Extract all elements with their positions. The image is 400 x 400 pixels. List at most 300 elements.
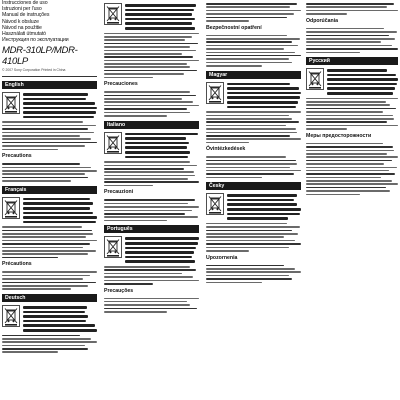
text-line	[23, 320, 86, 323]
text-line	[23, 111, 96, 114]
column-4	[306, 0, 398, 400]
body-paragraph	[2, 335, 97, 354]
crossed-out-bin-icon	[104, 236, 122, 258]
text-line	[2, 135, 80, 137]
document-title-block	[2, 0, 97, 43]
text-line	[206, 240, 295, 242]
text-line	[306, 125, 398, 127]
text-line	[125, 137, 186, 140]
text-line	[206, 111, 301, 113]
disposal-notice-text	[23, 305, 97, 332]
text-line	[206, 10, 301, 12]
title-line: Návod na použitie	[2, 24, 42, 31]
text-line	[306, 194, 360, 196]
text-line	[104, 77, 153, 79]
text-line	[23, 212, 93, 215]
body-paragraph	[306, 143, 398, 195]
text-line	[306, 180, 392, 182]
text-line	[125, 22, 192, 25]
disposal-notice	[206, 193, 301, 220]
text-line	[206, 20, 249, 22]
disposal-notice-text	[23, 92, 97, 119]
body-paragraph	[104, 161, 199, 186]
text-line	[2, 121, 83, 123]
text-line	[227, 101, 298, 104]
crossed-out-bin-icon	[104, 132, 122, 154]
text-line	[104, 304, 190, 306]
text-line	[104, 269, 196, 271]
text-line	[104, 43, 198, 45]
text-line	[2, 145, 85, 147]
disposal-notice-text	[227, 82, 301, 109]
text-line	[125, 151, 190, 154]
text-line	[104, 280, 199, 282]
text-line	[104, 73, 184, 75]
text-line	[206, 13, 294, 15]
text-line	[23, 198, 90, 201]
text-line	[306, 187, 386, 189]
body-paragraph	[2, 226, 97, 258]
text-line	[306, 104, 390, 106]
text-line	[206, 6, 290, 8]
text-line	[227, 194, 297, 197]
copyright-line: © 2007 Sony Corporation Printed in China	[2, 68, 66, 73]
text-line	[306, 115, 393, 117]
body-paragraph	[104, 91, 199, 116]
text-line	[2, 278, 83, 280]
text-line	[206, 65, 262, 67]
body-paragraph	[2, 271, 97, 290]
text-line	[306, 13, 347, 15]
text-line	[227, 208, 301, 211]
text-line	[306, 170, 389, 172]
text-line	[104, 98, 182, 100]
crossed-out-bin-icon	[2, 305, 20, 327]
text-line	[104, 203, 188, 205]
text-line	[23, 202, 93, 205]
text-line	[306, 10, 398, 12]
disposal-notice-text	[125, 3, 199, 30]
text-line	[306, 146, 393, 148]
text-line	[206, 278, 292, 280]
text-line	[306, 38, 395, 40]
section-subheading: Óvintézkedések	[206, 146, 246, 153]
text-line	[2, 132, 94, 134]
disposal-notice	[104, 132, 199, 159]
text-line	[125, 142, 189, 145]
text-line	[227, 96, 300, 99]
text-line	[206, 268, 295, 270]
text-line	[2, 257, 58, 259]
language-section-header: Magyar	[206, 71, 301, 79]
text-line	[2, 345, 85, 347]
section-subheading: Précautions	[2, 261, 32, 268]
language-section-header: English	[2, 81, 97, 89]
section-subheading: Precauzioni	[104, 189, 134, 196]
disposal-notice-text	[227, 193, 301, 220]
text-line	[327, 69, 387, 72]
text-line	[23, 306, 87, 309]
text-line	[23, 93, 88, 96]
text-line	[104, 53, 182, 55]
body-paragraph	[306, 28, 398, 53]
text-line	[306, 183, 398, 185]
disposal-notice-text	[23, 197, 97, 224]
text-line	[2, 142, 97, 144]
text-line	[104, 206, 199, 208]
text-line	[306, 118, 394, 120]
text-line	[206, 250, 249, 252]
body-paragraph	[2, 163, 97, 182]
text-line	[206, 160, 296, 162]
text-line	[206, 45, 298, 47]
text-line	[104, 33, 199, 35]
body-paragraph	[206, 3, 301, 22]
text-line	[2, 125, 96, 127]
disposal-notice	[2, 92, 97, 119]
text-line	[206, 125, 286, 127]
text-line	[23, 324, 95, 327]
text-line	[206, 170, 301, 172]
text-line	[306, 143, 383, 145]
text-line	[2, 285, 88, 287]
disposal-notice	[2, 305, 97, 332]
text-line	[2, 338, 91, 340]
text-line	[306, 177, 381, 179]
text-line	[2, 170, 97, 172]
text-line	[206, 167, 290, 169]
text-line	[125, 133, 198, 136]
text-line	[125, 4, 196, 7]
text-line	[206, 115, 289, 117]
text-line	[2, 275, 90, 277]
text-line	[2, 230, 92, 232]
text-line	[306, 156, 398, 158]
text-line	[23, 107, 97, 110]
text-line	[104, 60, 199, 62]
text-line	[306, 98, 398, 100]
body-paragraph	[104, 298, 199, 313]
text-line	[206, 52, 295, 54]
text-line	[2, 348, 88, 350]
text-line	[306, 190, 390, 192]
text-line	[125, 146, 187, 149]
text-line	[104, 213, 185, 215]
text-line	[206, 243, 301, 245]
body-paragraph	[306, 3, 398, 15]
text-line	[104, 266, 190, 268]
text-line	[125, 18, 195, 21]
text-line	[104, 216, 198, 218]
text-line	[306, 108, 396, 110]
text-line	[2, 335, 80, 337]
text-line	[125, 251, 194, 254]
text-line	[104, 185, 153, 187]
section-subheading: Bezpečnostní opatření	[206, 24, 262, 31]
text-line	[104, 115, 167, 117]
text-line	[104, 171, 194, 173]
text-line	[104, 95, 196, 97]
body-paragraph	[206, 35, 301, 67]
disposal-notice-text	[125, 236, 199, 263]
text-line	[104, 91, 190, 93]
section-subheading: Odporúčania	[306, 17, 338, 24]
body-paragraph	[206, 265, 301, 284]
text-line	[306, 35, 389, 37]
text-line	[206, 226, 300, 228]
text-line	[125, 247, 196, 250]
text-line	[23, 207, 90, 210]
text-line	[306, 111, 383, 113]
text-line	[2, 173, 85, 175]
language-section-header: Français	[2, 186, 97, 194]
text-line	[206, 138, 301, 140]
model-number: MDR-310LP/MDR-410LP	[2, 45, 78, 68]
text-line	[2, 341, 97, 343]
text-line	[23, 329, 97, 332]
section-subheading: Upozornenia	[206, 254, 238, 261]
column-1-content	[2, 81, 97, 353]
crossed-out-bin-icon	[206, 193, 224, 215]
text-line	[104, 63, 187, 65]
text-line	[206, 121, 299, 123]
language-section-header: Česky	[206, 182, 301, 190]
text-line	[23, 116, 94, 119]
text-line	[327, 87, 395, 90]
text-line	[23, 311, 85, 314]
text-line	[206, 247, 289, 249]
text-line	[2, 282, 96, 284]
text-line	[104, 298, 199, 300]
text-line	[104, 210, 192, 212]
text-line	[206, 282, 262, 284]
text-line	[206, 230, 292, 232]
text-line	[104, 276, 193, 278]
text-line	[206, 41, 292, 43]
text-line	[206, 173, 294, 175]
text-line	[206, 271, 301, 273]
crossed-out-bin-icon	[206, 82, 224, 104]
header-divider	[2, 76, 97, 77]
column-3-content	[206, 3, 301, 283]
text-line	[104, 112, 190, 114]
body-paragraph	[206, 111, 301, 143]
text-line	[306, 153, 387, 155]
text-line	[227, 106, 296, 109]
text-line	[125, 156, 188, 159]
text-line	[23, 216, 97, 219]
text-line	[206, 275, 289, 277]
text-line	[125, 242, 198, 245]
text-line	[2, 288, 71, 290]
text-line	[306, 3, 394, 5]
text-line	[104, 181, 199, 183]
text-line	[306, 101, 386, 103]
column-2	[104, 0, 199, 400]
column-1	[2, 0, 97, 400]
text-line	[125, 27, 195, 30]
text-line	[2, 167, 91, 169]
text-line	[104, 178, 188, 180]
text-line	[2, 149, 58, 151]
title-line: Használati útmutató	[2, 31, 46, 38]
disposal-notice	[104, 236, 199, 263]
text-line	[104, 36, 192, 38]
text-line	[227, 199, 294, 202]
text-line	[104, 39, 185, 41]
text-line	[2, 236, 86, 238]
text-line	[206, 118, 292, 120]
text-line	[23, 315, 88, 318]
text-line	[104, 165, 197, 167]
text-line	[306, 173, 395, 175]
section-subheading: Precauciones	[104, 81, 138, 88]
text-line	[306, 128, 347, 130]
text-line	[2, 138, 91, 140]
text-line	[327, 92, 393, 95]
text-line	[206, 38, 300, 40]
crossed-out-bin-icon	[306, 68, 324, 90]
text-line	[104, 175, 195, 177]
text-line	[104, 108, 187, 110]
text-line	[306, 31, 397, 33]
body-paragraph	[206, 156, 301, 178]
text-line	[327, 83, 397, 86]
text-line	[2, 226, 82, 228]
text-line	[125, 260, 195, 263]
text-line	[206, 163, 297, 165]
language-section-header: Deutsch	[2, 294, 97, 302]
text-line	[306, 167, 397, 169]
text-line	[2, 177, 88, 179]
text-line	[2, 243, 90, 245]
section-subheading: Precautions	[2, 153, 32, 160]
text-line	[2, 271, 97, 273]
text-line	[227, 87, 299, 90]
text-line	[327, 78, 398, 81]
text-line	[227, 92, 301, 95]
text-line	[206, 132, 297, 134]
text-line	[125, 9, 194, 12]
title-line: Manual de instruções	[2, 12, 50, 19]
title-line: Istruzioni per l'uso	[2, 6, 42, 13]
text-line	[104, 311, 167, 313]
text-line	[306, 45, 392, 47]
crossed-out-bin-icon	[2, 92, 20, 114]
text-line	[2, 250, 96, 252]
section-subheading: Меры предосторожности	[306, 132, 372, 139]
text-line	[2, 180, 71, 182]
text-line	[206, 236, 284, 238]
text-line	[104, 105, 199, 107]
text-line	[125, 13, 192, 16]
text-line	[104, 56, 193, 58]
language-section-header: Português	[104, 225, 199, 233]
text-line	[227, 217, 288, 220]
text-line	[306, 28, 384, 30]
text-line	[206, 35, 287, 37]
text-line	[2, 253, 88, 255]
crossed-out-bin-icon	[2, 197, 20, 219]
text-line	[104, 220, 167, 222]
text-line	[104, 308, 197, 310]
title-line: Инструкция по эксплуатации	[2, 37, 69, 44]
text-line	[306, 163, 384, 165]
text-line	[2, 351, 58, 353]
text-line	[206, 156, 286, 158]
text-line	[104, 66, 190, 68]
language-section-header: Русский	[306, 57, 398, 65]
text-line	[206, 265, 284, 267]
body-paragraph	[306, 98, 398, 130]
text-line	[206, 17, 287, 19]
body-paragraph	[104, 33, 199, 79]
column-3	[206, 0, 301, 400]
text-line	[104, 283, 153, 285]
text-line	[206, 177, 262, 179]
disposal-notice-text	[125, 132, 199, 159]
column-4-content	[306, 3, 398, 195]
text-line	[2, 233, 93, 235]
text-line	[104, 50, 196, 52]
disposal-notice	[2, 197, 97, 224]
text-line	[227, 203, 297, 206]
body-paragraph	[104, 199, 199, 221]
crossed-out-bin-icon	[104, 3, 122, 25]
text-line	[327, 74, 396, 77]
text-line	[206, 55, 301, 57]
text-line	[306, 121, 387, 123]
disposal-notice	[104, 3, 199, 30]
body-paragraph	[104, 266, 199, 285]
text-line	[206, 3, 297, 5]
text-line	[104, 199, 195, 201]
text-line	[23, 221, 96, 224]
text-line	[104, 161, 190, 163]
text-line	[104, 46, 190, 48]
text-line	[306, 6, 387, 8]
text-line	[104, 101, 193, 103]
disposal-notice	[206, 82, 301, 109]
text-line	[206, 135, 290, 137]
text-line	[206, 58, 289, 60]
disposal-notice	[306, 68, 398, 95]
text-line	[23, 102, 95, 105]
title-line: Instrucciones de uso	[2, 0, 48, 6]
text-line	[227, 213, 300, 216]
text-line	[104, 168, 184, 170]
text-line	[306, 48, 398, 50]
body-paragraph	[206, 223, 301, 252]
language-section-header: Italiano	[104, 121, 199, 129]
text-line	[206, 142, 249, 144]
text-line	[2, 128, 88, 130]
text-line	[306, 150, 394, 152]
column-2-content	[104, 3, 199, 313]
text-line	[104, 301, 187, 303]
text-line	[2, 247, 83, 249]
text-line	[104, 70, 197, 72]
text-line	[206, 128, 296, 130]
text-line	[2, 163, 80, 165]
text-line	[206, 223, 287, 225]
text-line	[306, 52, 360, 54]
text-line	[206, 48, 284, 50]
text-line	[23, 98, 86, 101]
text-line	[206, 62, 292, 64]
title-line: Návod k obsluze	[2, 18, 39, 25]
text-line	[227, 83, 290, 86]
